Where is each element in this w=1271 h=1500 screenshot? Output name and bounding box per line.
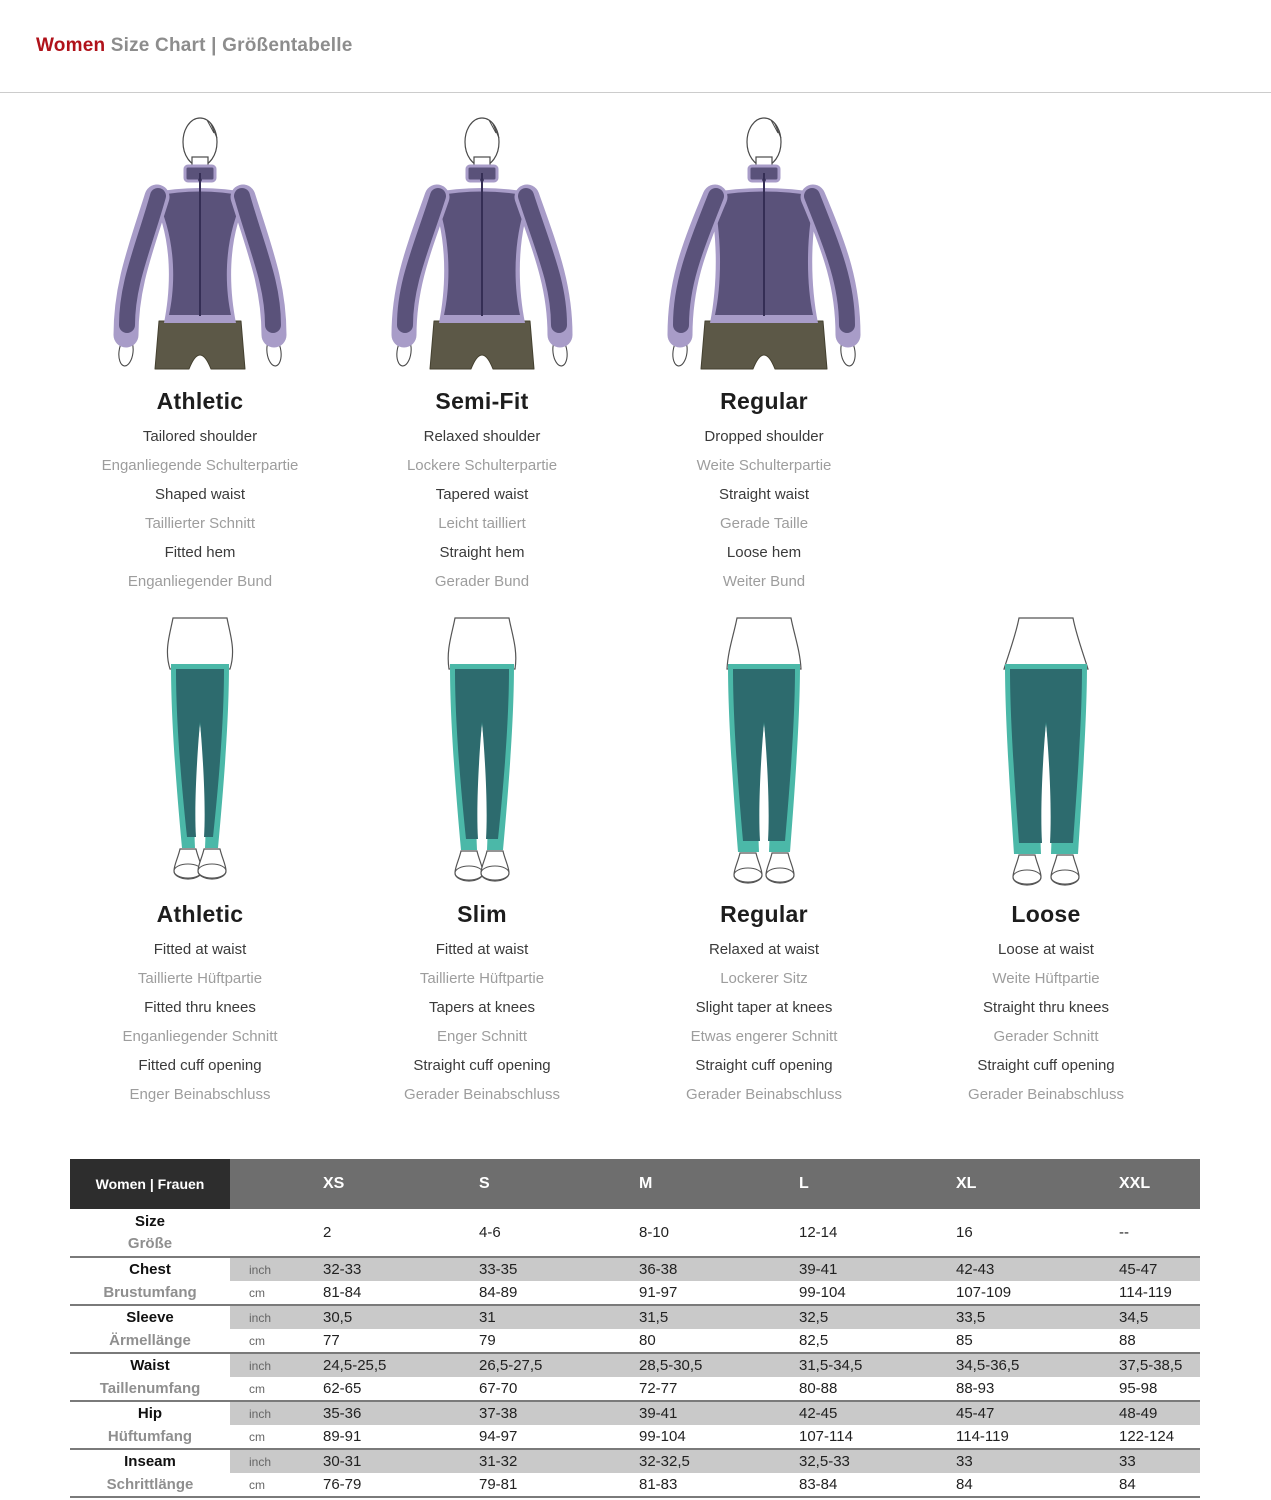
measure-value-inch: 32,5-33 — [768, 1449, 925, 1473]
unit-label-cm: cm — [249, 1477, 265, 1492]
size-column-header-s: S — [448, 1159, 608, 1209]
jacket-figure-regular — [623, 111, 905, 377]
pants-fit-title-regular: Regular — [720, 901, 808, 927]
row-label-hip: Hip — [137, 1405, 163, 1422]
measure-value-cm: 84-89 — [479, 1284, 518, 1301]
measure-value-cm: 67-70 — [479, 1380, 518, 1397]
fit-feature-en: Fitted at waist — [435, 941, 529, 958]
pants-fit-features — [905, 935, 1187, 1109]
table-header-row — [70, 1159, 1200, 1209]
measure-row-sleeve-inch — [70, 1305, 1200, 1329]
measure-value-inch: 31-32 — [448, 1449, 608, 1473]
jacket-fit-features — [341, 422, 623, 596]
pants-fit-features — [59, 935, 341, 1109]
fit-feature-de: Weiter Bund — [722, 573, 806, 590]
fit-feature-en: Tailored shoulder — [142, 428, 258, 445]
jacket-figure-semifit — [341, 111, 623, 377]
measure-value-cm: 81-84 — [323, 1284, 362, 1301]
measure-value-cm: 91-97 — [639, 1284, 678, 1301]
unit-label-cm: cm — [249, 1381, 265, 1396]
jacket-fit-title-regular: Regular — [720, 388, 808, 414]
fit-feature-de: Gerader Beinabschluss — [404, 1086, 560, 1103]
measure-value-cm: 81-83 — [639, 1476, 678, 1493]
fit-feature-en: Fitted cuff opening — [138, 1057, 262, 1074]
fit-feature-en: Loose hem — [726, 544, 802, 561]
pants-fit-column-loose — [905, 616, 1187, 1109]
fit-feature-de: Gerader Schnitt — [993, 1028, 1099, 1045]
page-title — [36, 35, 353, 57]
measure-row-hip-cm — [70, 1425, 1200, 1449]
fit-feature-en: Straight thru knees — [983, 999, 1109, 1016]
fit-feature-de: Lockere Schulterpartie — [406, 457, 558, 474]
fit-feature-de: Gerader Bund — [434, 573, 530, 590]
size-number-value: 12-14 — [799, 1224, 838, 1241]
row-label-inseam: Inseam — [124, 1453, 176, 1470]
measure-value-cm: 82,5 — [799, 1332, 829, 1349]
measure-value-cm: 107-109 — [956, 1284, 1012, 1301]
fit-feature-de: Enganliegende Schulterpartie — [101, 457, 299, 474]
measure-value-inch: 34,5 — [1088, 1305, 1200, 1329]
fit-feature-en: Tapered waist — [435, 486, 529, 503]
fit-feature-en: Loose at waist — [998, 941, 1094, 958]
measure-value-cm: 80 — [639, 1332, 656, 1349]
row-label-size-en: Size — [134, 1212, 165, 1230]
measure-value-inch: 34,5-36,5 — [925, 1353, 1088, 1377]
measure-value-cm: 77 — [323, 1332, 340, 1349]
measure-value-cm: 88-93 — [956, 1380, 995, 1397]
unit-label-cm: cm — [249, 1333, 265, 1348]
size-column-header-m: M — [608, 1159, 768, 1209]
fit-feature-de: Taillierter Schnitt — [144, 515, 256, 532]
fit-feature-de: Gerader Beinabschluss — [686, 1086, 842, 1103]
measure-value-inch: 42-43 — [925, 1257, 1088, 1281]
fit-feature-en: Relaxed at waist — [708, 941, 820, 958]
measure-value-inch: 48-49 — [1088, 1401, 1200, 1425]
measure-value-cm: 99-104 — [799, 1284, 846, 1301]
measure-value-inch: 37,5-38,5 — [1088, 1353, 1200, 1377]
measure-value-cm: 62-65 — [323, 1380, 362, 1397]
measure-value-inch: 36-38 — [608, 1257, 768, 1281]
pants-figure-athletic — [59, 616, 341, 890]
measure-value-inch: 39-41 — [608, 1401, 768, 1425]
measure-value-inch: 32-32,5 — [608, 1449, 768, 1473]
size-number-value: 2 — [323, 1224, 332, 1241]
fit-feature-de: Enger Schnitt — [436, 1028, 528, 1045]
size-number-value: 4-6 — [479, 1224, 501, 1241]
measure-row-hip-inch — [70, 1401, 1200, 1425]
measure-value-inch: 45-47 — [1088, 1257, 1200, 1281]
fit-feature-de: Enganliegender Bund — [127, 573, 273, 590]
measure-value-inch: 45-47 — [925, 1401, 1088, 1425]
pants-fit-features — [341, 935, 623, 1109]
measure-value-inch: 31 — [448, 1305, 608, 1329]
measure-value-inch: 33 — [925, 1449, 1088, 1473]
measure-value-cm: 72-77 — [639, 1380, 678, 1397]
fit-feature-en: Fitted hem — [164, 544, 236, 561]
pants-fit-column-regular — [623, 616, 905, 1109]
row-label-brustumfang: Brustumfang — [103, 1284, 197, 1301]
jacket-fit-column-semifit — [341, 111, 623, 596]
fit-feature-en: Fitted thru knees — [144, 999, 256, 1016]
measure-value-cm: 89-91 — [323, 1428, 362, 1445]
measure-value-inch: 33-35 — [448, 1257, 608, 1281]
page-header — [0, 0, 1271, 93]
measure-value-cm: 114-119 — [1119, 1284, 1172, 1301]
measure-row-waist-cm — [70, 1377, 1200, 1401]
measure-value-cm: 107-114 — [799, 1428, 853, 1445]
measure-value-inch: 30-31 — [292, 1449, 448, 1473]
measure-row-chest-cm — [70, 1281, 1200, 1305]
measure-value-cm: 76-79 — [323, 1476, 362, 1493]
measure-value-inch: 24,5-25,5 — [292, 1353, 448, 1377]
pants-fit-section — [0, 616, 1271, 1109]
measure-value-inch: 33,5 — [925, 1305, 1088, 1329]
fit-feature-de: Leicht tailliert — [438, 515, 526, 532]
measure-value-cm: 94-97 — [479, 1428, 518, 1445]
measure-value-cm: 84 — [1119, 1476, 1136, 1493]
pants-fit-title-athletic: Athletic — [156, 901, 244, 927]
fit-feature-de: Taillierte Hüftpartie — [419, 970, 545, 987]
pants-fit-column-slim — [341, 616, 623, 1109]
jacket-fit-column-athletic — [59, 111, 341, 596]
measure-value-inch: 32,5 — [768, 1305, 925, 1329]
jacket-fit-title-semifit: Semi-Fit — [435, 388, 529, 414]
fit-feature-de: Enger Beinabschluss — [129, 1086, 271, 1103]
measure-value-cm: 80-88 — [799, 1380, 838, 1397]
pants-fit-column-athletic — [59, 616, 341, 1109]
unit-label-inch: inch — [230, 1257, 292, 1281]
jacket-fit-features — [623, 422, 905, 596]
fit-feature-de: Gerade Taille — [719, 515, 809, 532]
pants-figure-loose — [905, 616, 1187, 890]
row-label-rmellnge: Ärmellänge — [109, 1332, 191, 1349]
measure-row-inseam-cm — [70, 1473, 1200, 1497]
unit-label-inch: inch — [230, 1449, 292, 1473]
measure-value-inch: 30,5 — [292, 1305, 448, 1329]
fit-feature-de: Taillierte Hüftpartie — [137, 970, 263, 987]
table-corner-label: Women | Frauen — [70, 1159, 230, 1209]
row-label-size — [70, 1209, 230, 1257]
fit-feature-en: Straight cuff opening — [413, 1057, 551, 1074]
measure-value-inch: 42-45 — [768, 1401, 925, 1425]
size-number-value: 16 — [956, 1224, 973, 1241]
measure-value-inch: 31,5 — [608, 1305, 768, 1329]
jacket-fit-column-regular — [623, 111, 905, 596]
measure-value-cm: 79 — [479, 1332, 496, 1349]
pants-fit-title-slim: Slim — [457, 901, 507, 927]
fit-feature-en: Dropped shoulder — [704, 428, 824, 445]
pants-figure-regular — [623, 616, 905, 890]
measure-row-inseam-inch — [70, 1449, 1200, 1473]
fit-feature-en: Fitted at waist — [153, 941, 247, 958]
fit-feature-en: Slight taper at knees — [695, 999, 833, 1016]
size-column-header-l: L — [768, 1159, 925, 1209]
jacket-fit-features — [59, 422, 341, 596]
size-column-header-xs: XS — [292, 1159, 448, 1209]
row-label-schrittlnge: Schrittlänge — [106, 1476, 194, 1493]
unit-label-inch: inch — [230, 1401, 292, 1425]
row-label-sleeve: Sleeve — [126, 1309, 174, 1326]
fit-feature-en: Straight hem — [439, 544, 525, 561]
unit-label-cm: cm — [249, 1285, 265, 1300]
fit-feature-de: Lockerer Sitz — [720, 970, 808, 987]
size-column-header-xxl: XXL — [1088, 1159, 1200, 1209]
measure-value-cm: 79-81 — [479, 1476, 518, 1493]
measure-value-cm: 83-84 — [799, 1476, 838, 1493]
fit-feature-en: Straight cuff opening — [977, 1057, 1115, 1074]
size-number-value: -- — [1119, 1224, 1129, 1241]
measure-row-chest-inch — [70, 1257, 1200, 1281]
jacket-figure-athletic — [59, 111, 341, 377]
measure-value-cm: 85 — [956, 1332, 973, 1349]
unit-cell-empty — [230, 1209, 292, 1257]
fit-feature-de: Enganliegender Schnitt — [122, 1028, 278, 1045]
fit-feature-en: Straight cuff opening — [695, 1057, 833, 1074]
pants-fit-title-loose: Loose — [1011, 901, 1081, 927]
fit-feature-en: Shaped waist — [154, 486, 246, 503]
fit-feature-en: Relaxed shoulder — [423, 428, 541, 445]
unit-label-inch: inch — [230, 1305, 292, 1329]
jacket-fit-section — [0, 111, 1271, 596]
size-column-header-xl: XL — [925, 1159, 1088, 1209]
fit-feature-de: Etwas engerer Schnitt — [690, 1028, 838, 1045]
pants-figure-slim — [341, 616, 623, 890]
measure-value-cm: 88 — [1119, 1332, 1136, 1349]
unit-label-cm: cm — [249, 1429, 265, 1444]
measure-row-sleeve-cm — [70, 1329, 1200, 1353]
measure-value-cm: 84 — [956, 1476, 973, 1493]
measure-value-cm: 122-124 — [1119, 1428, 1175, 1445]
row-label-chest: Chest — [129, 1261, 171, 1278]
size-number-value: 8-10 — [639, 1224, 670, 1241]
fit-feature-de: Weite Hüftpartie — [992, 970, 1100, 987]
row-label-taillenumfang: Taillenumfang — [99, 1380, 201, 1397]
measure-value-inch: 33 — [1088, 1449, 1200, 1473]
page-title-women: Women — [36, 35, 106, 56]
row-label-waist: Waist — [130, 1357, 170, 1374]
unit-label-inch: inch — [230, 1353, 292, 1377]
measure-value-inch: 39-41 — [768, 1257, 925, 1281]
row-label-size-de: Größe — [127, 1234, 173, 1252]
size-number-row — [70, 1209, 1200, 1257]
page-title-subtitle: Size Chart | Größentabelle — [110, 35, 353, 56]
measure-row-waist-inch — [70, 1353, 1200, 1377]
fit-feature-en: Straight waist — [718, 486, 810, 503]
fit-feature-en: Tapers at knees — [429, 999, 535, 1016]
measure-value-inch: 28,5-30,5 — [608, 1353, 768, 1377]
measure-value-inch: 26,5-27,5 — [448, 1353, 608, 1377]
measure-value-inch: 37-38 — [448, 1401, 608, 1425]
measure-value-cm: 95-98 — [1119, 1380, 1158, 1397]
measure-value-cm: 99-104 — [639, 1428, 686, 1445]
pants-fit-features — [623, 935, 905, 1109]
measure-value-inch: 32-33 — [292, 1257, 448, 1281]
jacket-fit-title-athletic: Athletic — [156, 388, 244, 414]
size-table — [70, 1159, 1200, 1498]
row-label-hftumfang: Hüftumfang — [107, 1428, 193, 1445]
measure-value-inch: 35-36 — [292, 1401, 448, 1425]
measure-value-cm: 114-119 — [956, 1428, 1009, 1445]
fit-feature-de: Weite Schulterpartie — [696, 457, 832, 474]
table-unit-header-spacer — [230, 1159, 292, 1209]
fit-feature-de: Gerader Beinabschluss — [968, 1086, 1124, 1103]
measure-value-inch: 31,5-34,5 — [768, 1353, 925, 1377]
